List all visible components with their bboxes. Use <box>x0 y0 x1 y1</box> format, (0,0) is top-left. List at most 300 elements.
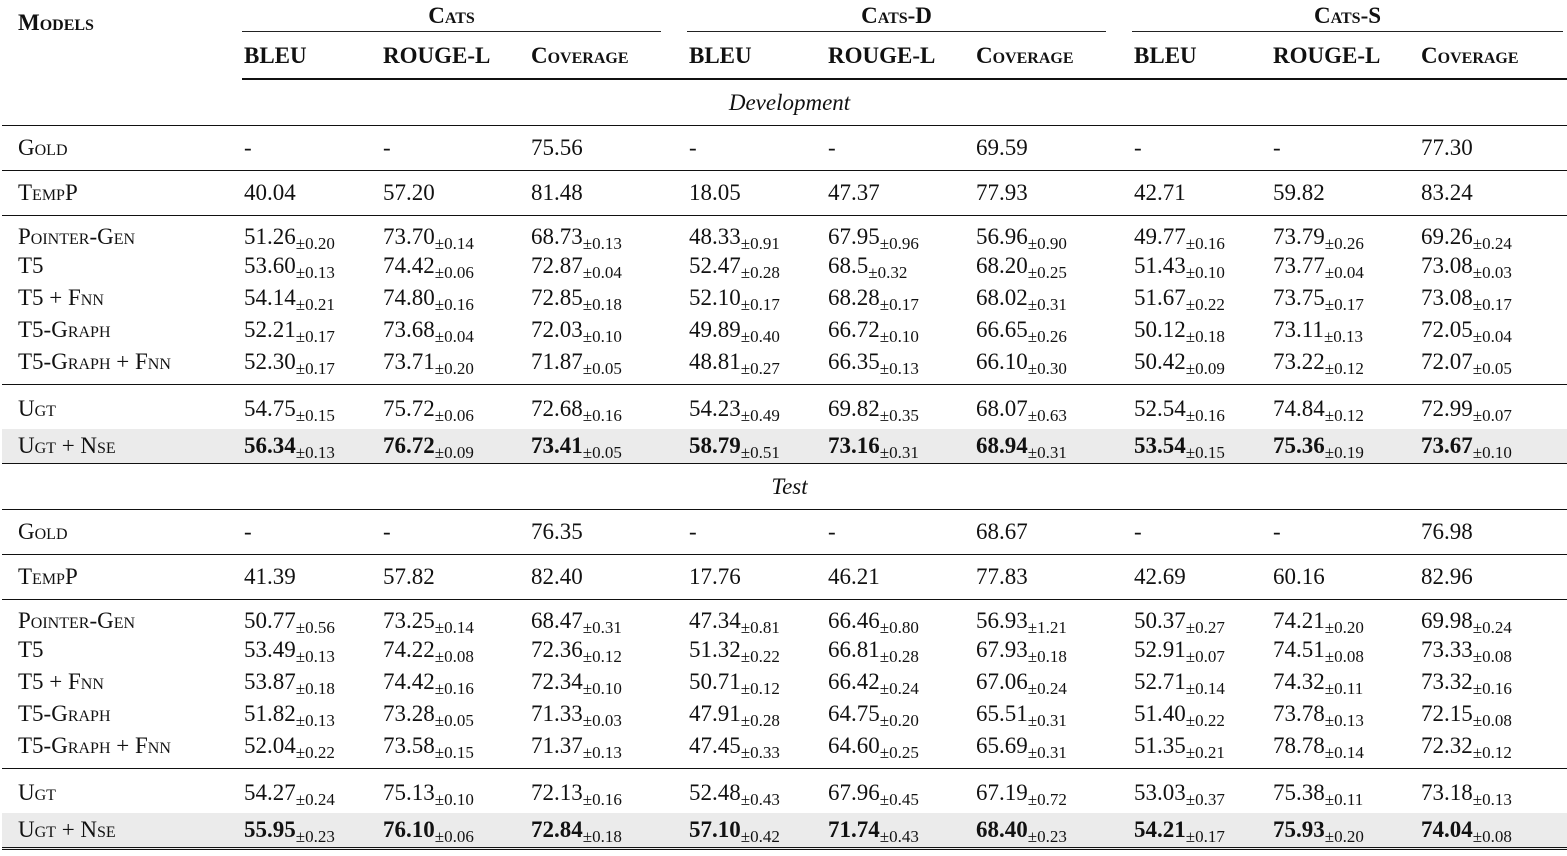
std-dev: ±0.10 <box>1472 443 1512 462</box>
metric-value: 55.95 <box>244 817 296 842</box>
metric-cell <box>381 698 529 730</box>
std-dev: ±0.13 <box>295 711 335 730</box>
metric-value: 56.96 <box>976 224 1028 249</box>
metric-cell <box>1132 730 1271 769</box>
model-name: T5 + Fnn <box>18 669 104 694</box>
metric-value: 72.84 <box>531 817 583 842</box>
std-dev: ±0.18 <box>582 295 622 314</box>
metric-cell <box>1271 769 1419 814</box>
metric-value: 52.04 <box>244 733 296 758</box>
metric-value: 52.10 <box>689 285 741 310</box>
std-dev: ±0.04 <box>434 327 474 346</box>
std-dev: ±0.05 <box>582 443 622 462</box>
metric-value: 54.75 <box>244 396 296 421</box>
table-row <box>2 282 1567 314</box>
metric-cell <box>242 314 381 346</box>
std-dev: ±0.06 <box>434 827 474 846</box>
metric-value: 51.26 <box>244 224 296 249</box>
metric-cell <box>1132 555 1271 600</box>
metric-value: 69.59 <box>976 135 1028 160</box>
metric-cell <box>1419 282 1567 314</box>
metric-cell <box>381 769 529 814</box>
highlighted-best-row <box>2 429 1567 464</box>
model-name: T5-Graph + Fnn <box>2 730 242 769</box>
metric-value: 51.40 <box>1134 701 1186 726</box>
metric-cell <box>1271 510 1419 555</box>
metric-cell <box>1419 346 1567 385</box>
std-dev: ±0.31 <box>1027 295 1067 314</box>
metric-value: 57.10 <box>689 817 741 842</box>
std-dev: ±0.08 <box>1472 647 1512 666</box>
metric-cell <box>687 510 826 555</box>
std-dev: ±0.17 <box>295 359 335 378</box>
metric-cell <box>1132 429 1271 464</box>
metric-cell <box>1132 171 1271 216</box>
metric-cell <box>529 730 687 769</box>
metric-value: 66.81 <box>828 637 880 662</box>
metric-value: - <box>1134 519 1142 544</box>
metric-value: 75.72 <box>383 396 435 421</box>
metric-cell <box>529 634 687 666</box>
metric-cell <box>1132 385 1271 430</box>
metric-cell <box>974 555 1132 600</box>
metric-value: 75.38 <box>1273 780 1325 805</box>
metric-cell <box>974 216 1132 251</box>
metric-value: 68.73 <box>531 224 583 249</box>
metric-cell <box>974 429 1132 464</box>
std-dev: ±0.20 <box>1324 827 1364 846</box>
metric-value: 71.74 <box>828 817 880 842</box>
metric-value: 51.82 <box>244 701 296 726</box>
metric-cell <box>974 171 1132 216</box>
std-dev: ±0.31 <box>1027 743 1067 762</box>
std-dev: ±0.43 <box>879 827 919 846</box>
std-dev: ±0.18 <box>295 679 335 698</box>
metric-cell <box>1271 282 1419 314</box>
table-row <box>2 600 1567 635</box>
metric-cell <box>381 282 529 314</box>
table-header <box>2 0 1567 79</box>
std-dev: ±0.17 <box>1185 827 1225 846</box>
std-dev: ±0.16 <box>1472 679 1512 698</box>
metric-value: 51.35 <box>1134 733 1186 758</box>
metric-header-coverage: Coverage <box>1419 34 1567 79</box>
metric-cell <box>687 666 826 698</box>
model-name: Gold <box>2 510 242 555</box>
metric-value: 52.47 <box>689 253 741 278</box>
metric-value: 73.08 <box>1421 285 1473 310</box>
metric-cell <box>974 314 1132 346</box>
metric-cell <box>381 555 529 600</box>
std-dev: ±0.12 <box>582 647 622 666</box>
std-dev: ±0.04 <box>1324 263 1364 282</box>
metric-value: 48.33 <box>689 224 741 249</box>
metric-value: 54.23 <box>689 396 741 421</box>
std-dev: ±0.23 <box>1027 827 1067 846</box>
metric-cell <box>687 600 826 635</box>
metric-cell <box>529 282 687 314</box>
std-dev: ±0.30 <box>1027 359 1067 378</box>
metric-value: 51.67 <box>1134 285 1186 310</box>
std-dev: ±0.14 <box>434 618 474 637</box>
metric-value: 73.75 <box>1273 285 1325 310</box>
metric-cell <box>242 385 381 430</box>
metric-cell <box>529 216 687 251</box>
metric-value: 74.04 <box>1421 817 1473 842</box>
metric-cell <box>974 346 1132 385</box>
std-dev: ±0.16 <box>1185 234 1225 253</box>
metric-cell <box>529 698 687 730</box>
metric-value: 41.39 <box>244 564 296 589</box>
std-dev: ±0.26 <box>1027 327 1067 346</box>
section-label: Test <box>2 464 1567 510</box>
std-dev: ±0.31 <box>582 618 622 637</box>
metric-cell <box>381 510 529 555</box>
std-dev: ±0.40 <box>740 327 780 346</box>
metric-value: 73.71 <box>383 349 435 374</box>
metric-cell <box>1271 216 1419 251</box>
metric-cell <box>1271 250 1419 282</box>
model-name: Ugt <box>18 780 56 805</box>
metric-value: 72.85 <box>531 285 583 310</box>
metric-value: 57.20 <box>383 180 435 205</box>
metric-cell <box>242 600 381 635</box>
std-dev: ±0.16 <box>434 679 474 698</box>
metric-value: 72.68 <box>531 396 583 421</box>
std-dev: ±0.28 <box>740 263 780 282</box>
std-dev: ±0.12 <box>740 679 780 698</box>
metric-cell <box>1132 769 1271 814</box>
std-dev: ±0.18 <box>582 827 622 846</box>
metric-cell <box>1132 216 1271 251</box>
section-label: Development <box>2 79 1567 126</box>
metric-value: 78.78 <box>1273 733 1325 758</box>
std-dev: ±0.11 <box>1324 679 1364 698</box>
metric-cell <box>687 769 826 814</box>
metric-value: 74.80 <box>383 285 435 310</box>
metric-cell <box>826 769 974 814</box>
metric-cell <box>1271 698 1419 730</box>
metric-cell <box>381 171 529 216</box>
metric-value: 73.16 <box>828 433 880 458</box>
std-dev: ±0.22 <box>1185 295 1225 314</box>
std-dev: ±0.27 <box>1185 618 1225 637</box>
group-header-cats <box>242 0 687 34</box>
std-dev: ±0.21 <box>1185 743 1225 762</box>
metric-cell <box>1419 250 1567 282</box>
std-dev: ±0.25 <box>1027 263 1067 282</box>
std-dev: ±0.03 <box>1472 263 1512 282</box>
metric-cell <box>1419 634 1567 666</box>
metric-value: 46.21 <box>828 564 880 589</box>
metric-value: - <box>1273 135 1281 160</box>
metric-cell <box>381 314 529 346</box>
std-dev: ±0.15 <box>434 743 474 762</box>
metric-cell <box>529 429 687 464</box>
metric-value: - <box>689 519 697 544</box>
metric-cell <box>242 126 381 171</box>
metric-cell <box>687 282 826 314</box>
metric-cell <box>974 250 1132 282</box>
metric-cell <box>974 698 1132 730</box>
metric-value: 75.36 <box>1273 433 1325 458</box>
std-dev: ±0.10 <box>582 327 622 346</box>
metric-value: 73.70 <box>383 224 435 249</box>
metric-value: 50.42 <box>1134 349 1186 374</box>
metric-cell <box>529 126 687 171</box>
metric-cell <box>529 346 687 385</box>
table-row <box>2 510 1567 555</box>
metric-value: - <box>828 135 836 160</box>
std-dev: ±0.17 <box>879 295 919 314</box>
std-dev: ±0.11 <box>1324 790 1364 809</box>
std-dev: ±0.12 <box>1324 406 1364 425</box>
metric-value: 51.32 <box>689 637 741 662</box>
metric-cell <box>1132 666 1271 698</box>
metric-cell <box>529 385 687 430</box>
std-dev: ±0.09 <box>434 443 474 462</box>
std-dev: ±0.03 <box>582 711 622 730</box>
metric-value: 73.32 <box>1421 669 1473 694</box>
metric-value: 69.82 <box>828 396 880 421</box>
metric-value: 68.20 <box>976 253 1028 278</box>
model-name: TempP <box>2 171 242 216</box>
std-dev: ±0.13 <box>1323 327 1364 346</box>
model-name: Ugt <box>18 396 56 421</box>
std-dev: ±0.45 <box>879 790 919 809</box>
metric-value: 74.22 <box>383 637 435 662</box>
std-dev: ±0.10 <box>1185 263 1225 282</box>
metric-cell <box>1132 346 1271 385</box>
table-row <box>2 250 1567 282</box>
metric-value: 69.98 <box>1421 608 1473 633</box>
metric-value: 72.87 <box>531 253 583 278</box>
table-row <box>2 314 1567 346</box>
metric-header-rouge-l: ROUGE-L <box>1271 34 1419 79</box>
metric-value: 53.03 <box>1134 780 1186 805</box>
metric-cell <box>381 730 529 769</box>
std-dev: ±0.31 <box>1027 711 1067 730</box>
std-dev: ±0.10 <box>879 327 919 346</box>
metric-value: 68.47 <box>531 608 583 633</box>
metric-cell <box>826 282 974 314</box>
metric-cell <box>1419 769 1567 814</box>
metric-value: 74.32 <box>1273 669 1325 694</box>
metric-value: 50.12 <box>1134 317 1186 342</box>
metric-value: 48.81 <box>689 349 741 374</box>
metric-cell <box>529 666 687 698</box>
metric-value: 68.40 <box>976 817 1028 842</box>
metric-cell <box>1419 813 1567 849</box>
highlighted-best-row <box>2 813 1567 849</box>
metric-cell <box>826 216 974 251</box>
metric-value: 73.33 <box>1421 637 1473 662</box>
metric-cell <box>1132 126 1271 171</box>
metric-value: - <box>1273 519 1281 544</box>
std-dev: ±0.13 <box>295 443 335 462</box>
metric-cell <box>529 510 687 555</box>
metric-value: 40.04 <box>244 180 296 205</box>
metric-header-bleu: BLEU <box>687 34 826 79</box>
metric-value: 72.32 <box>1421 733 1473 758</box>
metric-cell <box>826 555 974 600</box>
metric-value: 73.78 <box>1273 701 1325 726</box>
std-dev: ±0.14 <box>1324 743 1364 762</box>
std-dev: ±0.26 <box>1324 234 1364 253</box>
metric-value: 68.02 <box>976 285 1028 310</box>
std-dev: ±0.15 <box>1185 443 1225 462</box>
metric-header-coverage: Coverage <box>974 34 1132 79</box>
metric-value: 49.77 <box>1134 224 1186 249</box>
std-dev: ±0.04 <box>1472 327 1512 346</box>
metric-value: 72.99 <box>1421 396 1473 421</box>
metric-cell <box>1132 634 1271 666</box>
metric-value: 50.71 <box>689 669 741 694</box>
model-name: T5-Graph <box>18 701 111 726</box>
metric-value: 83.24 <box>1421 180 1473 205</box>
metric-value: 69.26 <box>1421 224 1473 249</box>
metric-value: 66.65 <box>976 317 1028 342</box>
metric-value: 73.68 <box>383 317 435 342</box>
std-dev: ±0.17 <box>740 295 780 314</box>
table-row <box>2 216 1567 251</box>
metric-value: 74.84 <box>1273 396 1325 421</box>
std-dev: ±0.13 <box>1324 711 1364 730</box>
metric-value: 66.72 <box>828 317 880 342</box>
metric-value: 47.34 <box>689 608 741 633</box>
group-header-cats-s <box>1132 0 1567 34</box>
metric-cell <box>826 250 974 282</box>
metric-value: 76.72 <box>383 433 435 458</box>
metric-value: 51.43 <box>1134 253 1186 278</box>
std-dev: ±0.18 <box>1027 647 1067 666</box>
table-row <box>2 769 1567 814</box>
metric-cell <box>242 769 381 814</box>
metric-value: 47.37 <box>828 180 880 205</box>
model-name: Pointer-Gen <box>18 224 136 249</box>
metric-value: 52.48 <box>689 780 741 805</box>
std-dev: ±0.18 <box>1185 327 1225 346</box>
metric-value: 73.28 <box>383 701 435 726</box>
metric-value: 54.14 <box>244 285 296 310</box>
metric-value: 73.41 <box>531 433 583 458</box>
std-dev: ±0.91 <box>740 234 780 253</box>
group-header-cats-d <box>687 0 1132 34</box>
metric-value: 67.06 <box>976 669 1028 694</box>
metric-cell <box>381 250 529 282</box>
std-dev: ±0.17 <box>1472 295 1512 314</box>
metric-cell <box>529 769 687 814</box>
metric-cell <box>1271 813 1419 849</box>
model-name: T5 <box>18 253 44 278</box>
metric-cell <box>974 730 1132 769</box>
metric-value: 52.54 <box>1134 396 1186 421</box>
group-label: Cats <box>242 3 661 32</box>
models-header: Models <box>18 10 94 35</box>
metric-value: 64.60 <box>828 733 880 758</box>
std-dev: ±0.43 <box>740 790 780 809</box>
std-dev: ±0.37 <box>1185 790 1225 809</box>
metric-value: - <box>689 135 697 160</box>
std-dev: ±0.08 <box>1472 827 1512 846</box>
metric-value: 66.42 <box>828 669 880 694</box>
metric-value: 52.30 <box>244 349 296 374</box>
std-dev: ±0.20 <box>434 359 474 378</box>
metric-cell <box>687 250 826 282</box>
std-dev: ±0.07 <box>1472 406 1512 425</box>
metric-cell <box>242 216 381 251</box>
std-dev: ±0.24 <box>1027 679 1067 698</box>
std-dev: ±0.24 <box>1472 618 1512 637</box>
metric-value: 54.21 <box>1134 817 1186 842</box>
metric-value: 65.51 <box>976 701 1028 726</box>
std-dev: ±0.05 <box>434 711 474 730</box>
metric-cell <box>381 813 529 849</box>
metric-cell <box>1271 429 1419 464</box>
std-dev: ±0.16 <box>582 790 622 809</box>
std-dev: ±0.35 <box>879 406 919 425</box>
table-row <box>2 346 1567 385</box>
metric-cell <box>1419 314 1567 346</box>
metric-value: 56.93 <box>976 608 1028 633</box>
metric-cell <box>529 250 687 282</box>
metric-cell <box>826 813 974 849</box>
metric-value: - <box>383 519 391 544</box>
metric-cell <box>1419 666 1567 698</box>
std-dev: ±0.14 <box>434 234 474 253</box>
table-row <box>2 698 1567 730</box>
metric-value: 71.37 <box>531 733 583 758</box>
std-dev: ±0.32 <box>868 263 908 282</box>
metric-cell <box>687 555 826 600</box>
metric-cell <box>687 385 826 430</box>
model-name: Pointer-Gen <box>18 608 136 633</box>
metric-value: 73.77 <box>1273 253 1325 278</box>
model-name: Ugt + Nse <box>2 813 242 849</box>
model-name: Gold <box>2 126 242 171</box>
metric-value: 71.33 <box>531 701 583 726</box>
std-dev: ±0.28 <box>740 711 780 730</box>
metric-value: 68.28 <box>828 285 880 310</box>
table-row <box>2 555 1567 600</box>
std-dev: ±0.06 <box>434 263 474 282</box>
std-dev: ±0.17 <box>295 327 335 346</box>
metric-cell <box>529 600 687 635</box>
metric-cell <box>687 813 826 849</box>
std-dev: ±0.13 <box>1472 790 1512 809</box>
table-row <box>2 126 1567 171</box>
metric-cell <box>242 666 381 698</box>
metric-cell <box>1419 555 1567 600</box>
metric-value: 52.71 <box>1134 669 1186 694</box>
metric-value: 42.69 <box>1134 564 1186 589</box>
metric-value: 77.30 <box>1421 135 1473 160</box>
std-dev: ±0.16 <box>582 406 622 425</box>
metric-cell <box>1419 385 1567 430</box>
metric-value: 50.37 <box>1134 608 1186 633</box>
metric-value: 56.34 <box>244 433 296 458</box>
std-dev: ±0.72 <box>1027 790 1067 809</box>
metric-value: 76.35 <box>531 519 583 544</box>
metric-cell <box>826 346 974 385</box>
metric-value: 58.79 <box>689 433 741 458</box>
metric-cell <box>974 126 1132 171</box>
metric-cell <box>242 510 381 555</box>
metric-cell <box>687 429 826 464</box>
metric-value: 74.51 <box>1273 637 1325 662</box>
metric-cell <box>1419 510 1567 555</box>
section-row-development <box>2 79 1567 126</box>
